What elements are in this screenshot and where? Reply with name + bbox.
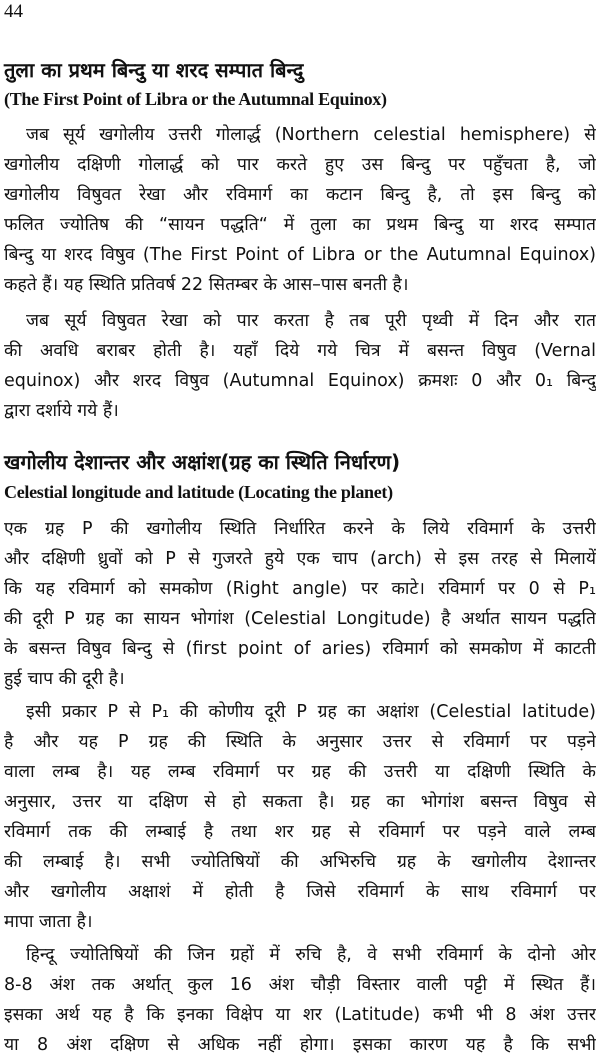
text-line: और खगोलीय अक्षाशं में होती है जिसे रविमार्ग के साथ रविमार्ग पर	[4, 882, 596, 902]
section-heading-english: (The First Point of Libra or the Autumnal Equinox)	[4, 89, 387, 109]
text-line: 8-8 अंश तक अर्थात् कुल 16 अंश चौड़ी विस्तार वाली पट्टी में स्थित हैं।	[4, 975, 596, 995]
text-line: जब सूर्य खगोलीय उत्तरी गोलार्द्ध (Northern celestial hemisphere) से	[26, 125, 596, 145]
paragraph	[4, 306, 596, 426]
text-line: की अवधि बराबर होती है। यहाँ दिये गये चित्र में बसन्त विषुव (Vernal	[4, 341, 596, 361]
text-line: है और यह P ग्रह की स्थिति के अनुसार उत्तर से रविमार्ग पर पड़ने	[4, 732, 596, 752]
text-line: जब सूर्य विषुवत रेखा को पार करता है तब पूरी पृथ्वी में दिन और रात	[26, 311, 596, 331]
text-line: इसका अर्थ यह है कि इनका विक्षेप या शर (Latitude) कभी भी 8 अंश उत्तर	[4, 1005, 596, 1025]
text-line: खगोलीय विषुवत रेखा और रविमार्ग का कटान बिन्दु है, तो इस बिन्दु को	[4, 185, 596, 205]
text-line: कि यह रविमार्ग को समकोण (Right angle) पर काटे। रविमार्ग पर 0 से P₁	[4, 579, 596, 599]
paragraph	[4, 120, 596, 300]
page-number: 44	[4, 1, 23, 22]
section-heading-hindi: तुला का प्रथम बिन्दु या शरद सम्पात बिन्दु	[4, 58, 304, 82]
text-line: या 8 अंश दक्षिण से अधिक नहीं होगा। इसका कारण यह है कि सभी	[4, 1035, 596, 1055]
text-line: बिन्दु या शरद विषुव (The First Point of Libra or the Autumnal Equinox)	[4, 245, 596, 265]
text-line: मापा जाता है।	[4, 912, 93, 932]
text-line: द्वारा दर्शाये गये हैं।	[4, 401, 119, 421]
paragraph	[4, 514, 596, 694]
text-line: की लम्बाई है। सभी ज्योतिषियों की अभिरुचि ग्रह के खगोलीय देशान्तर	[4, 852, 596, 872]
section-heading-english: Celestial longitude and latitude (Locating the planet)	[4, 482, 393, 502]
text-line: की दूरी P ग्रह का सायन भोगांश (Celestial Longitude) है अर्थात सायन पद्धति	[4, 609, 596, 629]
text-line: खगोलीय दक्षिणी गोलार्द्ध को पार करते हुए उस बिन्दु पर पहुँचता है, जो	[4, 155, 596, 175]
text-line: एक ग्रह P की खगोलीय स्थिति निर्धारित करने के लिये रविमार्ग के उत्तरी	[4, 519, 596, 539]
paragraph	[4, 940, 596, 1060]
text-line: रविमार्ग तक की लम्बाई है तथा शर ग्रह से रविमार्ग पर पड़ने वाले लम्ब	[4, 822, 596, 842]
section-heading-hindi: खगोलीय देशान्तर और अक्षांश(ग्रह का स्थिति निर्धारण)	[4, 450, 401, 474]
text-line: हिन्दू ज्योतिषियों की जिन ग्रहों में रुचि है, वे सभी रविमार्ग के दोनो ओर	[26, 945, 596, 965]
text-line: कहते हैं। यह स्थिति प्रतिवर्ष 22 सितम्बर के आस–पास बनती है।	[4, 275, 409, 295]
text-line: equinox) और शरद विषुव (Autumnal Equinox) क्रमशः 0 और 0₁ बिन्दु	[4, 371, 596, 391]
text-line: और दक्षिणी ध्रुवों को P से गुजरते हुये एक चाप (arch) से इस तरह से मिलायें	[4, 549, 596, 569]
text-line: इसी प्रकार P से P₁ की कोणीय दूरी P ग्रह का अक्षांश (Celestial latitude)	[26, 702, 596, 722]
text-line: के बसन्त विषुव बिन्दु से (first point of aries) रविमार्ग को समकोण में काटती	[4, 639, 596, 659]
paragraph	[4, 697, 596, 937]
text-line: फलित ज्योतिष की “सायन पद्धति“ में तुला का प्रथम बिन्दु या शरद सम्पात	[4, 215, 596, 235]
text-line: वाला लम्ब है। यह लम्ब रविमार्ग पर ग्रह की उत्तरी या दक्षिणी स्थिति के	[4, 762, 596, 782]
text-line: हुई चाप की दूरी है।	[4, 669, 125, 689]
text-line: अनुसार, उत्तर या दक्षिण से हो सकता है। ग्रह का भोगांश बसन्त विषुव से	[4, 792, 596, 812]
